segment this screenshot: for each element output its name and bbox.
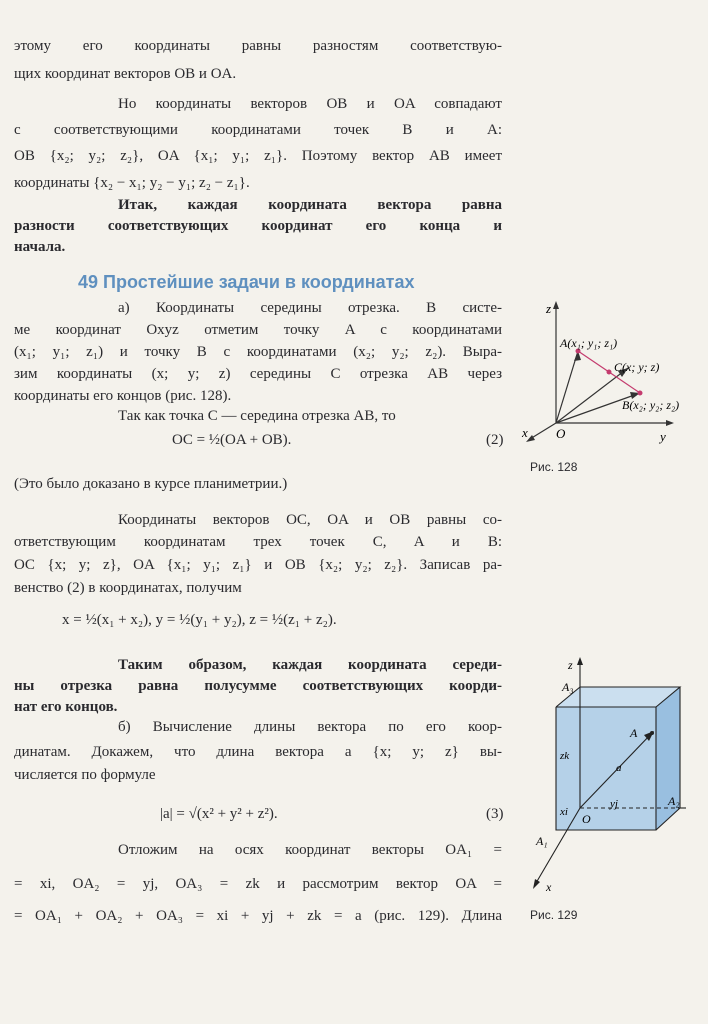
text-line: Но координаты векторов OB и OA совпадают: [118, 96, 502, 112]
label-o: O: [556, 426, 566, 441]
text-line: (x₁; y₁; z₁) и точку B с координатами (x₂; y₂; z₂). Выра-: [14, 344, 502, 360]
vector-oc: [556, 368, 628, 423]
text-line: динатам. Докажем, что длина вектора a {x; y; z} вы-: [14, 744, 502, 760]
x-arrow: [533, 879, 540, 889]
text-line: координаты {x₂ − x₁; y₂ − y₁; z₂ − z₁}.: [14, 175, 250, 191]
text-line: координаты его концов (рис. 128).: [14, 388, 232, 404]
label-a2: A₂: [668, 794, 680, 808]
text-line: Координаты векторов OC, OA и OB равны со-: [118, 512, 502, 528]
label-vec-a: a: [616, 762, 622, 774]
label-z: z: [546, 301, 552, 316]
formula-midpoint-vector: OC = ½(OA + OB).: [172, 432, 292, 448]
label-a1: A₁: [536, 834, 548, 848]
figure-128-caption: Рис. 128: [530, 460, 578, 474]
cube-front: [556, 707, 656, 830]
text-line: ответствующим координатам трех точек C, A и B:: [14, 534, 502, 550]
label-xi: xi: [560, 806, 568, 818]
text-line: а) Координаты середины отрезка. В систе-: [118, 300, 502, 316]
label-z: z: [568, 658, 573, 672]
text-line: Так как точка C — середина отрезка AB, то: [118, 408, 396, 424]
label-c: C(x; y; z): [614, 360, 660, 374]
text-line: ме координат Oxyz отметим точку A с координатами: [14, 322, 502, 338]
equation-number: (2): [486, 432, 504, 448]
text-line: Отложим на осях координат векторы OA₁ =: [118, 842, 502, 858]
text-line: = OA₁ + OA₂ + OA₃ = xi + yj + zk = a (рис. 129). Длина: [14, 908, 502, 924]
text-line: с соответствующими координатами точек B и A:: [14, 122, 502, 138]
label-yj: yj: [610, 798, 618, 810]
bold-statement: начала.: [14, 239, 66, 255]
x-axis: [530, 423, 556, 439]
label-a: A: [630, 726, 638, 740]
text-line: щих координат векторов OB и OA.: [14, 66, 237, 82]
point-b: [638, 391, 643, 396]
bold-statement: Итак, каждая координата вектора равна: [118, 197, 502, 213]
text-line: OC {x; y; z}, OA {x₁; y₁; z₁} и OB {x₂; y₂; z₂}. Записав ра-: [14, 557, 502, 573]
formula-vector-length: |a| = √(x² + y² + z²).: [160, 806, 278, 822]
text-line: б) Вычисление длины вектора по его коор-: [118, 719, 502, 735]
equation-number: (3): [486, 806, 504, 822]
label-a: A(x₁; y₁; z₁): [560, 336, 618, 350]
label-y: y: [660, 429, 666, 444]
z-arrow: [553, 301, 559, 309]
label-zk: zk: [560, 750, 570, 762]
bold-statement: Таким образом, каждая координата середи-: [118, 657, 502, 673]
point-c: [607, 370, 612, 375]
text-line: OB {x₂; y₂; z₂}, OA {x₁; y₁; z₁}. Поэтому вектор AB имеет: [14, 148, 502, 164]
label-a3: A₃: [562, 680, 574, 694]
label-x: x: [546, 880, 552, 894]
point-a: [650, 731, 654, 735]
figure-129: [518, 655, 704, 900]
text-line: (Это было доказано в курсе планиметрии.): [14, 476, 288, 492]
label-o: O: [582, 812, 591, 826]
section-heading: [78, 272, 415, 293]
text-line: = xi, OA₂ = yj, OA₃ = zk и рассмотрим вектор OA =: [14, 876, 502, 892]
z-arrow: [577, 657, 583, 665]
bold-statement: разности соответствующих координат его конца и: [14, 218, 502, 234]
figure-129-caption: Рис. 129: [530, 908, 578, 922]
label-b: B(x₂; y₂; z₂): [622, 398, 680, 412]
text-line: зим координаты (x; y; z) середины C отрезка AB через: [14, 366, 502, 382]
vector-oa: [556, 351, 578, 423]
text-line: венство (2) в координатах, получим: [14, 580, 242, 596]
label-x: x: [522, 425, 528, 440]
bold-statement: нат его концов.: [14, 699, 118, 715]
text-line: этому его координаты равны разностям соответствую-: [14, 38, 502, 54]
section-number: 49: [78, 272, 99, 292]
section-title: Простейшие задачи в координатах: [103, 272, 415, 292]
y-arrow: [666, 420, 674, 426]
text-line: числяется по формуле: [14, 767, 156, 783]
bold-statement: ны отрезка равна полусумме соответствующих коорди-: [14, 678, 502, 694]
formula-midpoint-coords: x = ½(x₁ + x₂), y = ½(y₁ + y₂), z = ½(z₁ + z₂).: [62, 612, 337, 628]
figure-128: [518, 295, 704, 455]
